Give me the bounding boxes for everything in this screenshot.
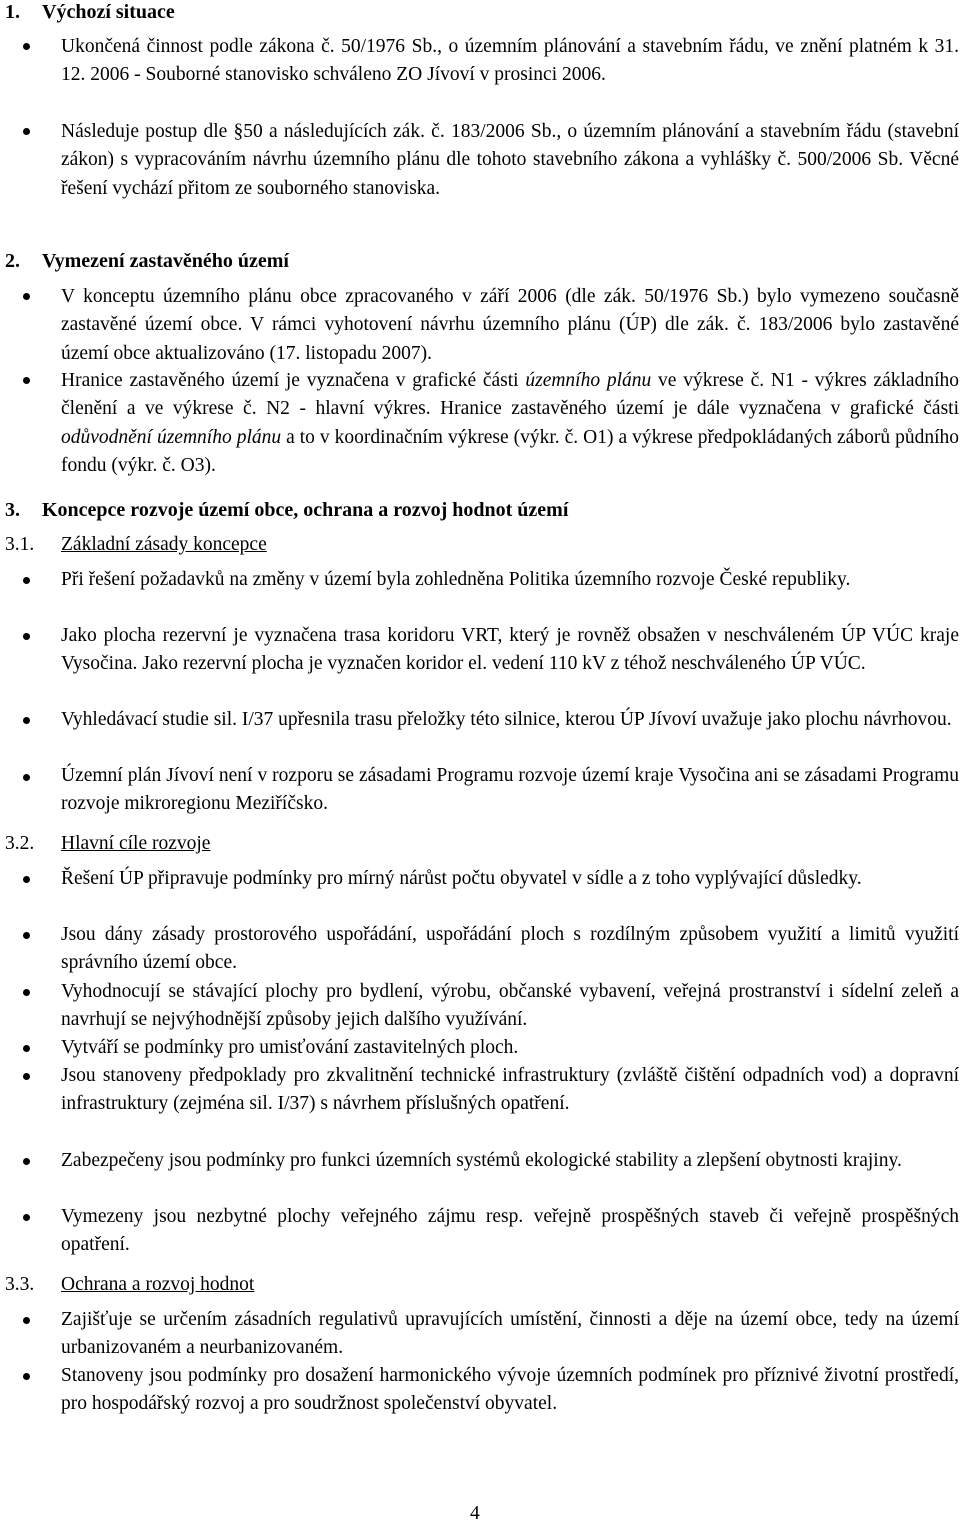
section-title: Výchozí situace	[42, 1, 175, 23]
subsection-number: 3.3.	[5, 1274, 35, 1295]
bullet-icon	[23, 377, 30, 384]
list-item: V konceptu územního plánu obce zpracovaného v září 2006 (dle zák. 50/1976 Sb.) bylo vymezeno současně zastavěné území obce. V rámci vyhotovení návrhu územního plánu (ÚP) dle zák. č. 183/2006 bylo zastavěné území obce aktualizováno (17. listopadu 2007).	[61, 286, 959, 364]
section-title: Vymezení zastavěného území	[42, 250, 289, 272]
section-heading	[5, 0, 175, 26]
section-title: Koncepce rozvoje území obce, ochrana a rozvoj hodnot území	[42, 499, 569, 521]
list-item: Vytváří se podmínky pro umisťování zastavitelných ploch.	[61, 1037, 519, 1058]
list-item: Ukončená činnost podle zákona č. 50/1976 Sb., o územním plánování a stavebním řádu, ve znění platném k 31. 12. 2006 - Souborné stanovisko schváleno ZO Jívoví v prosinci 2006.	[61, 36, 959, 86]
bullet-icon	[23, 932, 30, 939]
list-item: Vymezeny jsou nezbytné plochy veřejného zájmu resp. veřejně prospěšných staveb či veřejně prospěšných opatření.	[61, 1206, 959, 1256]
page-number: 4	[470, 1503, 480, 1524]
bullet-icon	[23, 989, 30, 996]
section-number: 1.	[5, 1, 20, 23]
list-item: Vyhodnocují se stávající plochy pro bydlení, výrobu, občanské vybavení, veřejná prostranství i sídelní zeleň a navrhují se nejvýhodnější způsoby jejich dalšího využívání.	[61, 981, 959, 1031]
subsection-number: 3.1.	[5, 534, 35, 555]
subsection-title: Ochrana a rozvoj hodnot	[61, 1274, 255, 1295]
italic-text-run: odůvodnění územního plánu	[61, 426, 282, 448]
list-item: Územní plán Jívoví není v rozporu se zásadami Programu rozvoje území kraje Vysočina ani se zásadami Programu rozvoje mikroregionu Meziříčsko.	[61, 765, 959, 815]
bullet-icon	[23, 1214, 30, 1221]
list-item: Jsou dány zásady prostorového uspořádání, uspořádání ploch s rozdílným způsobem využití a limitů využití správního území obce.	[61, 924, 959, 974]
section-heading	[5, 496, 568, 524]
list-item: Jako plocha rezervní je vyznačena trasa koridoru VRT, který je rovněž obsažen v neschváleném ÚP VÚC kraje Vysočina. Jako rezervní plocha je vyznačen koridor el. vedení 110 kV z téhož neschváleného ÚP VÚC.	[61, 625, 959, 675]
list-item: Následuje postup dle §50 a následujících zák. č. 183/2006 Sb., o územním plánování a stavebním řádu (stavební zákon) s vypracováním návrhu územního plánu dle tohoto stavebního zákona a vyhlášky č. 500/2006 Sb. Věcné řešení vychází přitom ze souborného stanoviska.	[61, 121, 959, 199]
list-item: Řešení ÚP připravuje podmínky pro mírný nárůst počtu obyvatel v sídle a z toho vyplývající důsledky.	[61, 868, 862, 889]
subsection-title: Základní zásady koncepce	[61, 534, 267, 555]
bullet-icon	[23, 577, 30, 584]
list-item: Jsou stanoveny předpoklady pro zkvalitnění technické infrastruktury (zvláště čištění odpadních vod) a dopravní infrastruktury (zejména sil. I/37) s návrhem příslušných opatření.	[61, 1065, 959, 1115]
section-number: 3.	[5, 499, 20, 521]
italic-text-run: územního plánu	[525, 370, 652, 391]
text-run: a to v koordinačním výkrese (výkr. č. O1) a výkrese předpokládaných záborů půdního fondu (výkr. č. O3).	[61, 426, 959, 476]
section-heading	[5, 247, 289, 275]
bullet-icon	[23, 1073, 30, 1080]
subsection-title: Hlavní cíle rozvoje	[61, 833, 211, 854]
list-item: Zajišťuje se určením zásadních regulativů upravujících umístění, činnosti a děje na území obce, tedy na území urbanizovaném a neurbanizovaném.	[61, 1309, 959, 1359]
list-item: Při řešení požadavků na změny v území byla zohledněna Politika územního rozvoje České republiky.	[61, 569, 851, 590]
bullet-icon	[23, 1373, 30, 1380]
bullet-icon	[23, 717, 30, 724]
list-item: Vyhledávací studie sil. I/37 upřesnila trasu přeložky této silnice, kterou ÚP Jívoví uvažuje jako plochu návrhovou.	[61, 709, 952, 730]
bullet-icon	[23, 876, 30, 883]
bullet-icon	[23, 1158, 30, 1165]
list-item: Stanoveny jsou podmínky pro dosažení harmonického vývoje územních podmínek pro příznivé životní prostředí, pro hospodářský rozvoj a pro soudržnost společenství obyvatel.	[61, 1365, 959, 1415]
bullet-icon	[23, 1317, 30, 1324]
text-run: ve výkrese č. N1 - výkres základního členění a ve výkrese č. N2 - hlavní výkres. Hranice zastavěného území je dále vyznačena v grafické části	[61, 370, 959, 420]
bullet-icon	[23, 293, 30, 300]
section-number: 2.	[5, 250, 20, 272]
text-run: Hranice zastavěného území je vyznačena v grafické části	[61, 370, 526, 391]
subsection-heading	[5, 531, 267, 559]
bullet-icon	[23, 633, 30, 640]
list-item: Zabezpečeny jsou podmínky pro funkci územních systémů ekologické stability a zlepšení obytnosti krajiny.	[61, 1150, 902, 1171]
subsection-number: 3.2.	[5, 833, 35, 854]
bullet-icon	[23, 43, 30, 50]
bullet-icon	[23, 774, 30, 781]
bullet-icon	[23, 1045, 30, 1052]
subsection-heading	[5, 830, 210, 858]
subsection-heading	[5, 1271, 254, 1299]
list-item	[61, 367, 959, 480]
bullet-icon	[23, 128, 30, 135]
